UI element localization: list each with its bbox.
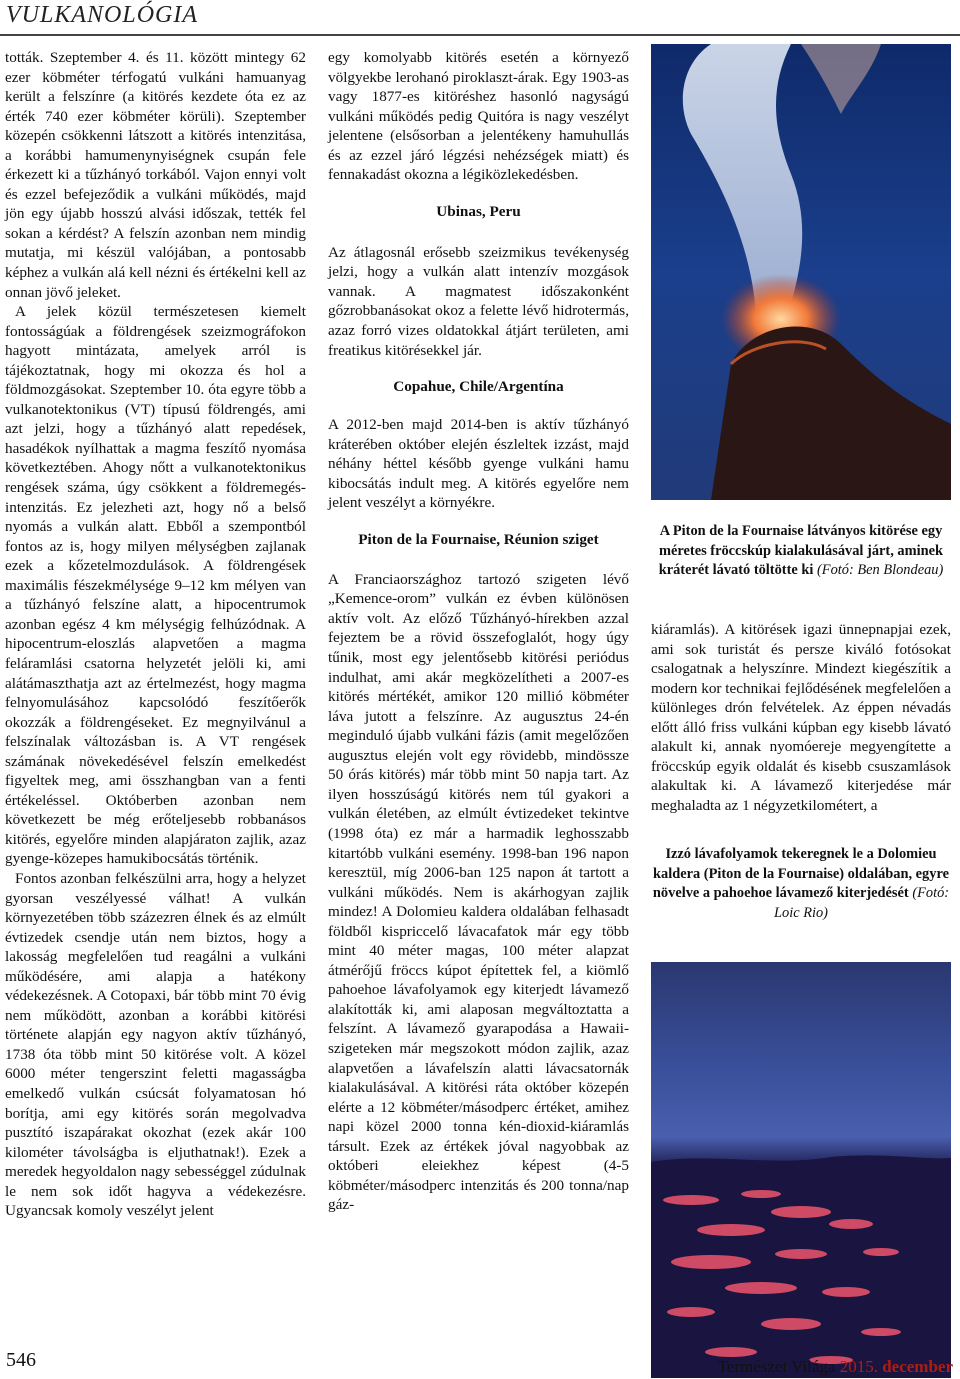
paragraph: A 2012-ben majd 2014-ben is aktív tűzhányó kráterében október elején észleltek izzást, majd néhány héttel később gyenge vulkáni hamu kibocsátás indult meg. A kitörés egyelőre nem jelent veszélyt a környékre. (328, 416, 629, 512)
paragraph: A Franciaországhoz tartozó szigeten lévő „Kemence-orom” vulkán ez évben különösen aktív volt. Az előző Tűzhányó-hírekben azzal fejeztem be a rövid összefoglalót, hogy úgy tűnik, most egy jelentősebb kitörési periódus indulhat, ami akár megközelítheti a 2007-es kitörés mértékét, amikor 120 millió köbméter láva jutott a felszínre. Az augusztus 24-én meginduló újabb vulkáni fázis (amit megelőzően augusztus elején volt egy rövidebb, mindössze 50 órás kitörés) már több mint 50 napja tart. Az ilyen hosszúságú kitörés nem túl gyakori a vulkán életében, az elmúlt évtizedeket tekintve (1998 óta) ez már a harmadik leghosszabb kitartóbb vulkáni esemény. 1998-ban 196 napon keresztül, míg 2006-ban 125 napon át tartott a vulkáni működés. Nem is akárhogyan zajlik mindez! A Dolomieu kaldera oldalában felhasadt földből kispriccelő lávacafatok már egy több mint 40 méter magas, 100 méter alapzat átmérőjű fröccs kúpot építettek fel, a kiömlő pahoehoe lávafolyamok egy kiterjedt lávamező alakították ki, ami alaposan megváltoztatta a felszínt. A lávamező gyarapodása a Hawaii-szigeteken már megszokott módon zajlik, azaz alapvetően a lávafelszín alatti lávacsatornák kialakulásával. A kitörési ráta október közepén elérte a 12 köbméter/másodperc értéket, amihez napi közel 2000 tonna kén-dioxid-kiáramlás társult. Ezek az értékek jóval nagyobbak az októberi eleiekhez képest (4-5 köbméter/másodperc intenzitás és 200 tonna/nap gáz- (328, 570, 629, 1214)
photo-caption-2 (651, 845, 951, 923)
magazine-footer (718, 1357, 953, 1377)
section-heading-piton: Piton de la Fournaise, Réunion sziget (358, 530, 599, 548)
caption-text: A Piton de la Fournaise látványos kitörése egy méretes fröccskúp kialakulásával járt, aminek kráterét lávató töltötte ki (658, 523, 943, 578)
column-1 (5, 48, 306, 1221)
paragraph: A jelek közül természetesen kiemelt fontosságúak a földrengések szeizmográfokon hagyott mintázata, amelyek arról is tájékoztatnak, hogy mi okozza és hol a földmozgásokat. Szeptember 10. óta egyre több a vulkanotektonikus (VT) típusú földrengés, ami azt jelzi, hogy a tűzhányó alatt repedések, hasadékok nyílhattak a magma feszítő nyomása következtében. Ahogy nőtt a vulkanotektonikus rengések száma, úgy csökkent a földremegés-intenzitás. Ez jelezheti azt, hogy nő a belső nyomás a vulkán alatt. Ebből a szempontból fontos az is, hogy milyen mélységben zajlanak ezek a kőzetelmozdulások. A földrengések maximális fészekmélysége 9–12 km mélyen van a tűzhányó felszíne alatt, a hipocentrumok azonban egész 4 km mélységig felhúzódnak. A hipocentrum-eloszlás alapvetően a magma feláramlási csatorna helyzetét jelöli ki, ami alátámaszthatja azt az értelmezést, hogy magma felnyomulásához kapcsolódó feszítőerők okozzák a földrengéseket. Ez megnyilvánul a felszínalak változásban is. A VT rengések számának növekedésével felszín emelkedést figyeltek meg, ami összhangban van a fenti értékeléssel. Októberben azonban nem következett be még erőteljesebb robbanásos kitörés, egyelőre minden alapjáraton zajlik, azaz gyenge-közepes hamukibocsátás történik. (5, 303, 306, 868)
issue-month: december (882, 1357, 953, 1376)
photo-caption-1 (651, 522, 951, 581)
paragraph: egy komolyabb kitörés esetén a környező völgyekbe lerohanó piroklaszt-árak. Egy 1903-as vagy 1877-es kitöréshez hasonló nagyságú vulkáni működés pedig Quitóra is nagy veszélyt jelentene (elsősorban a jelentékeny hamuhullás és az ezzel járó légzési nehézségek miatt) és fennakadást okozna a légiközlekedésben. (328, 49, 629, 184)
page-header (0, 0, 960, 36)
photo-fountain-eruption (651, 44, 951, 500)
photo-lava-flows (651, 962, 951, 1378)
column-2 (328, 48, 629, 1215)
paragraph: kiáramlás). A kitörések igazi ünnepnapjai ezek, ami sok turistát és persze kiváló fotósokat csalogatnak a helyszínre. Mindezt kiegészítik a modern kor technikai fejlődésének megfelelően a különleges drón felvételek. Az éppen névadás előtt álló friss vulkáni kúpban egy kisebb lávató alakult ki, annak nyomóereje megyengítette a fröccskúp egyik oldalát és kisebb csuszamlások alakultak ki. A lávamező kiterjedése már meghaladta az 1 négyzetkilométert, a (651, 621, 951, 814)
issue-year: 2015. (839, 1357, 878, 1376)
photo-credit: (Fotó: Loic Rio) (774, 885, 950, 921)
paragraph: tották. Szeptember 4. és 11. között mintegy 62 ezer köbméter térfogatú vulkáni hamuanyag került a felszínre (a kitörés kezdete óta ez az érték 740 ezer köbméter körüli). Szeptember közepén csökkenni látszott a kitörés intenzitása, a korábbi hamumenynyiségnek csupán fele érkezett ki a tűzhányó torkából. Vajon ennyi volt és ezzel befejeződik a vulkáni működés, majd jön egy újabb hosszú alvási időszak, tették fel sokan a kérdést? A felszín azonban nem mindig mutatja, mi készül valójában, a pontosabb képhez a vulkán alá kell nézni és értékelni kell az onnan jövő jeleket. (5, 49, 306, 301)
section-heading-ubinas: Ubinas, Peru (436, 202, 521, 220)
photo-credit: (Fotó: Ben Blondeau) (816, 562, 944, 578)
section-heading-copahue: Copahue, Chile/Argentína (393, 378, 564, 396)
caption-text: Izzó lávafolyamok tekeregnek le a Dolomieu kaldera (Piton de la Fournaise) oldalában, egyre növelve a pahoehoe lávamező kiterjedését (652, 846, 949, 901)
paragraph: Fontos azonban felkészülni arra, hogy a helyzet gyorsan veszélyessé válhat! A vulkán környezetében több százezren élnek és az elmúlt évtizedek csendje után nem biztos, hogy a lakosság megfelelően tud reagálni a vulkáni működésére, ami alapja a hatékony védekezésnek. A Cotopaxi, bár több mint 70 évig nem működött, azonban a korábbi kitörési története alapján egy nagyon aktív tűzhányó, 1738 óta több mint 50 kitörése volt. A közel 6000 méter tengerszint feletti magasságba emelkedő vulkán csúcsát folyamatosan hó borítja, ami egy kitörés során megolvadva pusztító iszapárakat okozhat (ezek akár 100 kilométer távolságba is eljuthatnak!). Ezek a meredek hegyoldalon nagy sebességgel zúdulnak le nem sok időt hagyva a védekezésre. Ugyancsak komoly veszélyt jelent (5, 869, 306, 1220)
paragraph: Az átlagosnál erősebb szeizmikus tevékenység jelzi, hogy a vulkán alatt intenzív mozgások vannak. A magmatest időszakonként gőzrobbanásokat okoz a felette lévő hidrotermás, azaz forró vizes oldatokkal átjárt területen, ami freatikus kitörésekkel jár. (328, 243, 629, 359)
magazine-name: Természet Világa (717, 1357, 836, 1376)
header-rule (0, 34, 960, 36)
section-title: VULKANOLÓGIA (6, 2, 199, 28)
column-3-text (651, 620, 951, 815)
page-number: 546 (6, 1349, 36, 1371)
